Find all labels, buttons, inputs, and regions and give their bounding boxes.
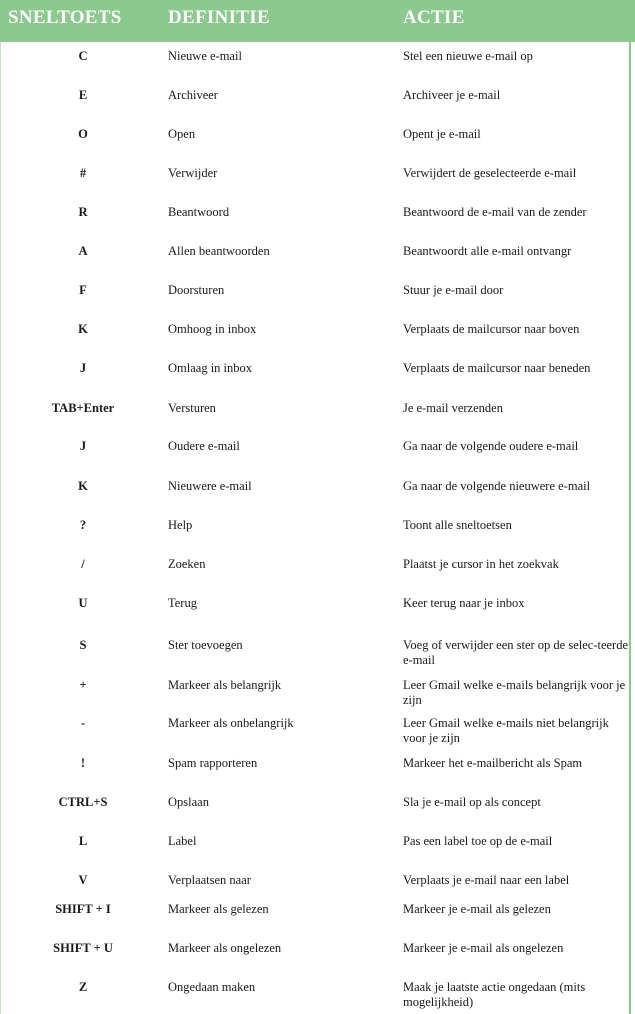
shortcut-action: Verplaats de mailcursor naar beneden: [403, 361, 591, 375]
shortcut-action: Archiveer je e-mail: [403, 88, 501, 102]
shortcut-key: /: [81, 557, 85, 571]
shortcut-key: +: [79, 678, 87, 692]
shortcut-action: Stuur je e-mail door: [403, 283, 504, 297]
header-definition: DEFINITIE: [168, 7, 270, 28]
header-key: SNELTOETS: [8, 7, 122, 28]
shortcut-action: Verplaats de mailcursor naar boven: [403, 322, 580, 336]
shortcut-key: C: [78, 49, 88, 63]
shortcut-key: K: [78, 322, 88, 336]
shortcut-definition: Allen beantwoorden: [168, 244, 270, 258]
shortcut-action: Opent je e-mail: [403, 127, 481, 141]
shortcut-action: Ga naar de volgende nieuwere e-mail: [403, 479, 591, 493]
shortcut-definition: Markeer als belangrijk: [168, 678, 282, 692]
table-header: [0, 0, 635, 42]
shortcut-definition: Beantwoord: [168, 205, 230, 219]
shortcut-key: F: [79, 283, 87, 297]
shortcut-key: #: [79, 166, 87, 180]
shortcut-definition: Markeer als onbelangrijk: [168, 716, 294, 730]
shortcut-key: V: [78, 873, 88, 887]
shortcut-action: Toont alle sneltoetsen: [403, 518, 512, 532]
shortcut-action: Plaatst je cursor in het zoekvak: [403, 557, 559, 571]
shortcut-key: -: [80, 716, 86, 730]
shortcut-action: Verplaats je e-mail naar een label: [403, 873, 570, 887]
shortcut-key: A: [78, 244, 88, 258]
shortcut-action: Sla je e-mail op als concept: [403, 795, 541, 809]
shortcut-action: Je e-mail verzenden: [403, 401, 503, 415]
shortcut-action: Pas een label toe op de e-mail: [403, 834, 553, 848]
shortcut-definition: Markeer als gelezen: [168, 902, 269, 916]
shortcut-action: Verwijdert de geselecteerde e-mail: [403, 166, 577, 180]
shortcut-action: Voeg of verwijder een ster op de selec-teerde e-mail: [403, 638, 629, 667]
shortcut-key: SHIFT + I: [55, 902, 111, 916]
shortcut-action: Leer Gmail welke e-mails belangrijk voor je zijn: [403, 678, 626, 707]
shortcut-definition: Terug: [168, 596, 197, 610]
shortcut-key: L: [78, 834, 88, 848]
shortcut-key: Z: [78, 980, 88, 994]
shortcut-action: Maak je laatste actie ongedaan (mits mogelijkheid): [403, 980, 586, 1009]
shortcut-action: Ga naar de volgende oudere e-mail: [403, 439, 579, 453]
shortcut-key: SHIFT + U: [53, 941, 113, 955]
header-action: ACTIE: [403, 7, 465, 28]
shortcut-key: U: [78, 596, 88, 610]
shortcut-key: J: [79, 439, 87, 453]
shortcut-definition: Ster toevoegen: [168, 638, 243, 652]
shortcut-action: Beantwoord de e-mail van de zender: [403, 205, 587, 219]
shortcut-definition: Verplaatsen naar: [168, 873, 251, 887]
shortcut-definition: Open: [168, 127, 196, 141]
shortcut-key: R: [78, 205, 88, 219]
shortcut-action: Markeer het e-mailbericht als Spam: [403, 756, 583, 770]
shortcut-definition: Nieuwere e-mail: [168, 479, 252, 493]
shortcut-definition: Label: [168, 834, 197, 848]
shortcut-definition: Oudere e-mail: [168, 439, 240, 453]
shortcut-key: TAB+Enter: [51, 401, 115, 415]
shortcut-action: Keer terug naar je inbox: [403, 596, 525, 610]
shortcut-key: ?: [79, 518, 87, 532]
shortcut-key: E: [78, 88, 88, 102]
shortcut-key: CTRL+S: [58, 795, 108, 809]
shortcut-definition: Omlaag in inbox: [168, 361, 253, 375]
shortcut-definition: Doorsturen: [168, 283, 225, 297]
shortcut-action: Stel een nieuwe e-mail op: [403, 49, 533, 63]
shortcut-definition: Help: [168, 518, 193, 532]
shortcut-definition: Archiveer: [168, 88, 218, 102]
shortcut-key: J: [79, 361, 87, 375]
shortcut-definition: Zoeken: [168, 557, 206, 571]
shortcut-definition: Verwijder: [168, 166, 218, 180]
shortcut-definition: Versturen: [168, 401, 216, 415]
shortcut-definition: Markeer als ongelezen: [168, 941, 282, 955]
shortcut-definition: Opslaan: [168, 795, 209, 809]
shortcut-key: K: [78, 479, 88, 493]
shortcut-action: Beantwoordt alle e-mail ontvangr: [403, 244, 572, 258]
shortcut-definition: Nieuwe e-mail: [168, 49, 242, 63]
shortcut-action: Markeer je e-mail als ongelezen: [403, 941, 564, 955]
shortcut-definition: Spam rapporteren: [168, 756, 258, 770]
shortcut-definition: Ongedaan maken: [168, 980, 256, 994]
shortcut-key: O: [78, 127, 88, 141]
shortcut-action: Leer Gmail welke e-mails niet belangrijk voor je zijn: [403, 716, 609, 745]
shortcut-key: !: [80, 756, 86, 770]
shortcut-key: S: [79, 638, 87, 652]
shortcut-definition: Omhoog in inbox: [168, 322, 257, 336]
shortcut-action: Markeer je e-mail als gelezen: [403, 902, 551, 916]
